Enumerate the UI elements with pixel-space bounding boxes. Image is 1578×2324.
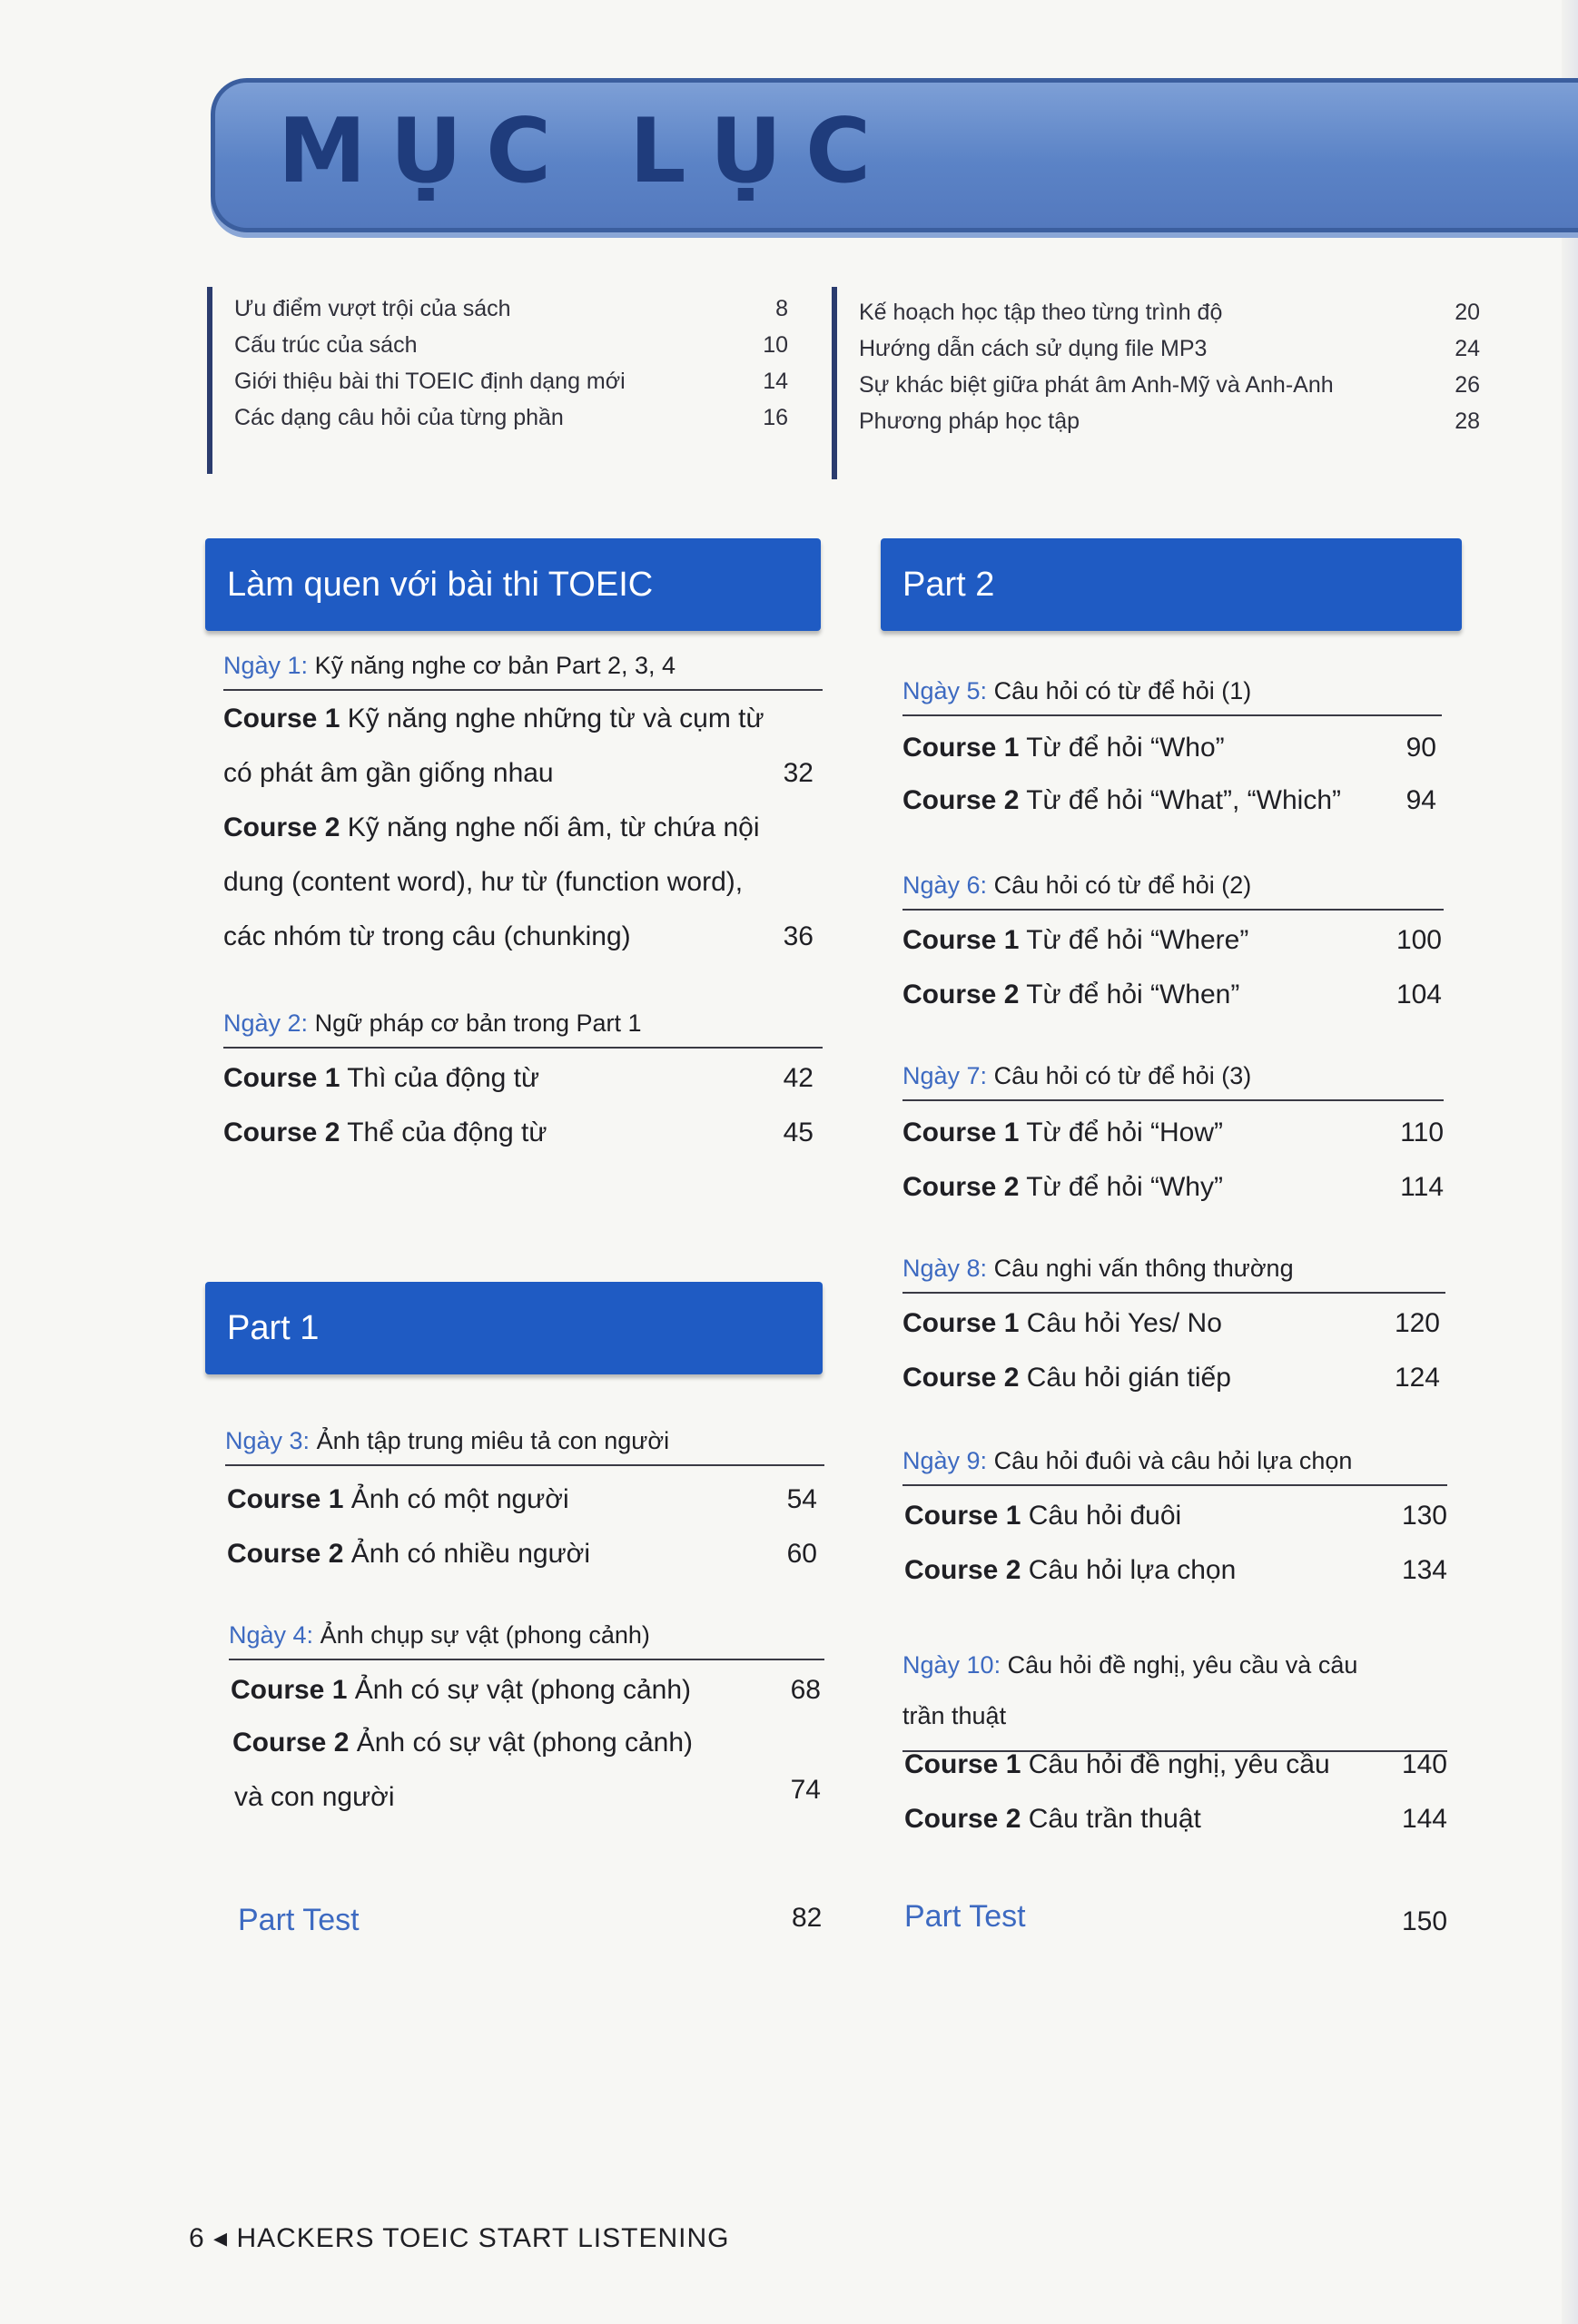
course-number: Course 2 [223, 812, 340, 842]
course-title: Từ để hỏi “Where” [1026, 925, 1249, 955]
course-page: 74 [790, 1775, 821, 1805]
intro-item[interactable] [234, 327, 788, 363]
course-page: 32 [783, 758, 814, 788]
day-number: Ngày 10: [902, 1651, 1001, 1679]
page-title: MỤC LỤC [278, 100, 895, 203]
course-entry[interactable] [227, 1527, 826, 1581]
course-entry[interactable] [223, 1051, 823, 1106]
course-entry[interactable] [904, 1489, 1447, 1543]
course-page: 140 [1401, 1749, 1447, 1779]
day-title: Kỹ năng nghe cơ bản Part 2, 3, 4 [314, 652, 676, 679]
intro-item[interactable] [234, 290, 788, 327]
course-title: Từ để hỏi “Why” [1026, 1172, 1223, 1202]
course-number: Course 1 [904, 1749, 1021, 1779]
intro-item[interactable] [859, 330, 1480, 367]
course-number: Course 1 [902, 1118, 1020, 1147]
day-heading-1[interactable] [223, 652, 823, 691]
course-number: Course 2 [223, 1118, 340, 1147]
course-page: 124 [1394, 1363, 1440, 1393]
course-entry[interactable] [902, 773, 1438, 828]
day-number: Ngày 9: [902, 1447, 988, 1474]
intro-item-label: Cấu trúc của sách [234, 331, 418, 358]
course-title: Thì của động từ [347, 1063, 540, 1093]
day-title: Câu hỏi đề nghị, yêu cầu và câu [1007, 1651, 1358, 1679]
page-edge [1562, 0, 1578, 2324]
course-entry[interactable] [904, 1543, 1447, 1598]
course-page: 45 [783, 1118, 814, 1147]
day-title-continued: trần thuật [902, 1702, 1007, 1729]
intro-list-right [832, 281, 1480, 481]
day-number: Ngày 4: [229, 1621, 314, 1649]
course-entry[interactable] [902, 1160, 1444, 1215]
intro-item[interactable] [234, 363, 788, 399]
course-title: Câu hỏi đề nghị, yêu cầu [1028, 1749, 1330, 1779]
course-title: Ảnh có sự vật (phong cảnh) [356, 1728, 694, 1758]
course-entry[interactable] [223, 692, 823, 746]
day-heading-5[interactable] [902, 677, 1442, 716]
course-entry[interactable] [902, 1106, 1444, 1160]
course-title: Thể của động từ [347, 1118, 547, 1147]
day-title: Câu hỏi có từ để hỏi (1) [993, 677, 1252, 704]
course-title: Kỹ năng nghe những từ và cụm từ [347, 704, 764, 734]
course-entry[interactable] [902, 1351, 1440, 1405]
day-number: Ngày 8: [902, 1255, 988, 1282]
intro-item-page: 28 [1455, 408, 1480, 434]
intro-list-left [207, 281, 788, 472]
course-number: Course 2 [904, 1804, 1021, 1834]
intro-item-label: Kế hoạch học tập theo từng trình độ [859, 299, 1223, 325]
day-heading-6[interactable] [902, 872, 1444, 911]
course-page: 94 [1405, 785, 1436, 815]
course-number: Course 1 [231, 1675, 348, 1705]
course-page: 36 [783, 921, 814, 951]
day-heading-4[interactable] [229, 1621, 824, 1660]
course-entry[interactable] [902, 913, 1442, 968]
course-page: 54 [786, 1484, 817, 1514]
day-heading-3[interactable] [225, 1427, 824, 1466]
day-number: Ngày 3: [225, 1427, 311, 1454]
day-heading-2[interactable] [223, 1009, 823, 1049]
book-title: HACKERS TOEIC START LISTENING [236, 2223, 730, 2253]
intro-item-label: Các dạng câu hỏi của từng phần [234, 404, 564, 430]
section-header-toeic[interactable]: Làm quen với bài thi TOEIC [205, 538, 821, 631]
course-title: các nhóm từ trong câu (chunking) [223, 921, 631, 951]
arrow-left-icon: ◂ [213, 2223, 229, 2253]
day-title: Câu hỏi có từ để hỏi (2) [993, 872, 1252, 899]
course-title: Từ để hỏi “Who” [1026, 733, 1225, 763]
course-number: Course 2 [902, 980, 1020, 1009]
course-number: Course 2 [227, 1539, 344, 1569]
day-number: Ngày 6: [902, 872, 988, 899]
day-title: Ảnh chụp sự vật (phong cảnh) [320, 1621, 650, 1649]
course-number: Course 1 [223, 1063, 340, 1093]
day-title: Ảnh tập trung miêu tả con người [316, 1427, 670, 1454]
course-number: Course 2 [232, 1728, 350, 1758]
course-title: Kỹ năng nghe nối âm, từ chứa nội [347, 812, 760, 842]
course-entry[interactable] [227, 1472, 826, 1527]
day-number: Ngày 5: [902, 677, 988, 704]
course-title: và con người [234, 1782, 395, 1812]
course-entry-continued[interactable] [223, 746, 823, 801]
day-title: Câu hỏi đuôi và câu hỏi lựa chọn [993, 1447, 1353, 1474]
intro-item[interactable] [234, 399, 788, 436]
course-entry[interactable] [902, 721, 1438, 775]
intro-item[interactable] [859, 367, 1480, 403]
part-test-page: 82 [792, 1903, 823, 1933]
day-number: Ngày 7: [902, 1062, 988, 1089]
intro-item-page: 10 [763, 331, 788, 358]
course-number: Course 1 [904, 1501, 1021, 1531]
course-number: Course 1 [902, 925, 1020, 955]
course-title: dung (content word), hư từ (function word), [223, 867, 744, 897]
intro-item-label: Hướng dẫn cách sử dụng file MP3 [859, 335, 1208, 361]
course-title: Câu trần thuật [1028, 1804, 1201, 1834]
course-page: 60 [786, 1539, 817, 1569]
intro-divider-right [832, 287, 837, 479]
day-heading-9[interactable] [902, 1447, 1447, 1486]
day-heading-8[interactable] [902, 1255, 1445, 1294]
course-entry[interactable] [904, 1792, 1447, 1846]
course-number: Course 2 [904, 1555, 1021, 1585]
part-test-link[interactable]: Part Test [904, 1899, 1026, 1934]
course-title: Câu hỏi lựa chọn [1028, 1555, 1237, 1585]
course-number: Course 1 [902, 733, 1020, 763]
part-test-link[interactable]: Part Test [238, 1903, 360, 1937]
intro-item-label: Giới thiệu bài thi TOEIC định dạng mới [234, 368, 626, 394]
course-entry-continued[interactable] [223, 910, 823, 964]
course-entry[interactable] [223, 1106, 823, 1160]
intro-item[interactable] [859, 403, 1480, 439]
course-title: Câu hỏi Yes/ No [1026, 1308, 1222, 1338]
course-number: Course 2 [902, 1172, 1020, 1202]
course-page: 68 [790, 1675, 821, 1705]
section-header-part2[interactable]: Part 2 [881, 538, 1462, 631]
page-footer [189, 2222, 729, 2254]
course-entry[interactable] [904, 1738, 1447, 1792]
intro-item-label: Sự khác biệt giữa phát âm Anh-Mỹ và Anh-Anh [859, 371, 1334, 398]
course-page: 134 [1401, 1555, 1447, 1585]
intro-item-page: 24 [1455, 335, 1480, 361]
intro-item-label: Ưu điểm vượt trội của sách [234, 295, 511, 321]
day-number: Ngày 1: [223, 652, 309, 679]
intro-item-label: Phương pháp học tập [859, 408, 1080, 434]
course-entry[interactable] [902, 968, 1442, 1022]
course-page: 104 [1396, 980, 1442, 1009]
course-number: Course 2 [902, 785, 1020, 815]
course-title: Câu hỏi gián tiếp [1026, 1363, 1231, 1393]
course-page: 110 [1400, 1118, 1444, 1147]
course-title: Từ để hỏi “When” [1026, 980, 1240, 1009]
day-title: Câu hỏi có từ để hỏi (3) [993, 1062, 1252, 1089]
course-entry-continued[interactable] [234, 1770, 826, 1825]
course-page: 42 [783, 1063, 814, 1093]
course-title: Ảnh có một người [350, 1484, 569, 1514]
course-entry[interactable] [232, 1716, 826, 1770]
day-title: Ngữ pháp cơ bản trong Part 1 [314, 1009, 642, 1037]
course-entry[interactable] [231, 1663, 826, 1718]
course-title: Từ để hỏi “What”, “Which” [1026, 785, 1342, 815]
course-title: có phát âm gần giống nhau [223, 758, 554, 788]
intro-divider-left [207, 287, 212, 474]
course-page: 144 [1401, 1804, 1447, 1834]
course-page: 90 [1405, 733, 1436, 763]
intro-item-page: 14 [763, 368, 788, 394]
intro-item-page: 20 [1455, 299, 1480, 325]
course-entry[interactable] [902, 1296, 1440, 1351]
course-title: Ảnh có sự vật (phong cảnh) [354, 1675, 692, 1705]
course-page: 100 [1396, 925, 1442, 955]
course-entry[interactable] [223, 801, 823, 855]
day-heading-10[interactable] [902, 1640, 1447, 1752]
day-number: Ngày 2: [223, 1009, 309, 1037]
part-test-page: 150 [1402, 1906, 1448, 1936]
day-heading-7[interactable] [902, 1062, 1444, 1101]
course-page: 114 [1400, 1172, 1444, 1202]
course-number: Course 1 [227, 1484, 344, 1514]
page-number: 6 [189, 2223, 205, 2253]
course-page: 120 [1394, 1308, 1440, 1338]
intro-item-page: 26 [1455, 371, 1480, 398]
intro-item[interactable] [859, 294, 1480, 330]
course-entry-continued [223, 855, 823, 910]
day-title: Câu nghi vấn thông thường [993, 1255, 1294, 1282]
course-title: Câu hỏi đuôi [1028, 1501, 1182, 1531]
course-page: 130 [1401, 1501, 1447, 1531]
course-number: Course 1 [902, 1308, 1020, 1338]
course-number: Course 2 [902, 1363, 1020, 1393]
intro-item-page: 16 [763, 404, 788, 430]
intro-item-page: 8 [775, 295, 788, 321]
course-title: Từ để hỏi “How” [1026, 1118, 1223, 1147]
course-number: Course 1 [223, 704, 340, 734]
section-header-part1[interactable]: Part 1 [205, 1282, 823, 1374]
course-title: Ảnh có nhiều người [350, 1539, 590, 1569]
